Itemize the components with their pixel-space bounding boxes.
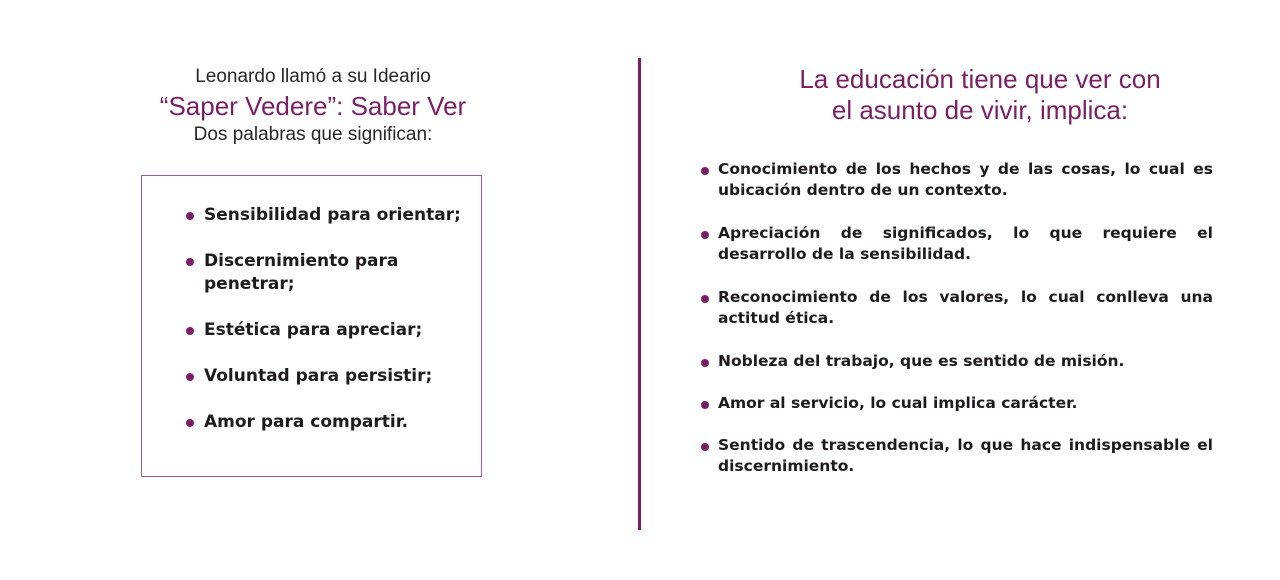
- left-header: [140, 64, 486, 148]
- bullet-icon: [701, 231, 709, 239]
- list-item-text: Sentido de trascendencia, lo que hace indispensable el discernimiento.: [718, 436, 1213, 475]
- left-title: “Saper Vedere”: Saber Ver: [159, 91, 467, 121]
- bullet-icon: [701, 167, 709, 175]
- list-item: [701, 393, 1213, 414]
- list-item: [186, 365, 466, 388]
- right-title-line-1: La educación tiene que ver con: [799, 64, 1161, 94]
- right-title-line-2: el asunto de vivir, implica:: [831, 95, 1129, 125]
- list-item-text: Sensibilidad para orientar;: [204, 205, 461, 225]
- right-title: [760, 64, 1200, 126]
- bordered-list-box: [141, 175, 482, 477]
- list-item-text: Nobleza del trabajo, que es sentido de misión.: [718, 352, 1125, 370]
- list-item-text: Discernimiento para penetrar;: [204, 251, 399, 294]
- left-subtitle: Dos palabras que significan:: [193, 124, 433, 145]
- bullet-icon: [186, 258, 194, 266]
- list-item-text: Reconocimiento de los valores, lo cual conlleva una actitud ética.: [718, 288, 1213, 327]
- list-item-text: Voluntad para persistir;: [204, 366, 433, 386]
- bullet-icon: [701, 443, 709, 451]
- bullet-icon: [186, 327, 194, 335]
- list-item: [701, 435, 1213, 477]
- list-item-text: Apreciación de significados, lo que requiere el desarrollo de la sensibilidad.: [718, 224, 1213, 263]
- list-item-text: Amor para compartir.: [204, 412, 409, 432]
- right-list: [701, 159, 1213, 499]
- intro-text: Leonardo llamó a su Ideario: [195, 66, 431, 87]
- left-list: [186, 204, 466, 457]
- bullet-icon: [701, 401, 709, 409]
- list-item-text: Conocimiento de los hechos y de las cosas, lo cual es ubicación dentro de un contexto.: [718, 160, 1213, 199]
- list-item: [701, 223, 1213, 265]
- list-item: [186, 250, 466, 296]
- list-item-text: Estética para apreciar;: [204, 320, 423, 340]
- list-item: [701, 159, 1213, 201]
- bullet-icon: [701, 295, 709, 303]
- bullet-icon: [186, 373, 194, 381]
- list-item: [701, 287, 1213, 329]
- list-item-text: Amor al servicio, lo cual implica carácter.: [718, 394, 1078, 412]
- bullet-icon: [701, 359, 709, 367]
- list-item: [186, 411, 466, 434]
- vertical-divider: [638, 58, 641, 530]
- list-item: [186, 319, 466, 342]
- bullet-icon: [186, 212, 194, 220]
- bullet-icon: [186, 419, 194, 427]
- list-item: [186, 204, 466, 227]
- list-item: [701, 351, 1213, 372]
